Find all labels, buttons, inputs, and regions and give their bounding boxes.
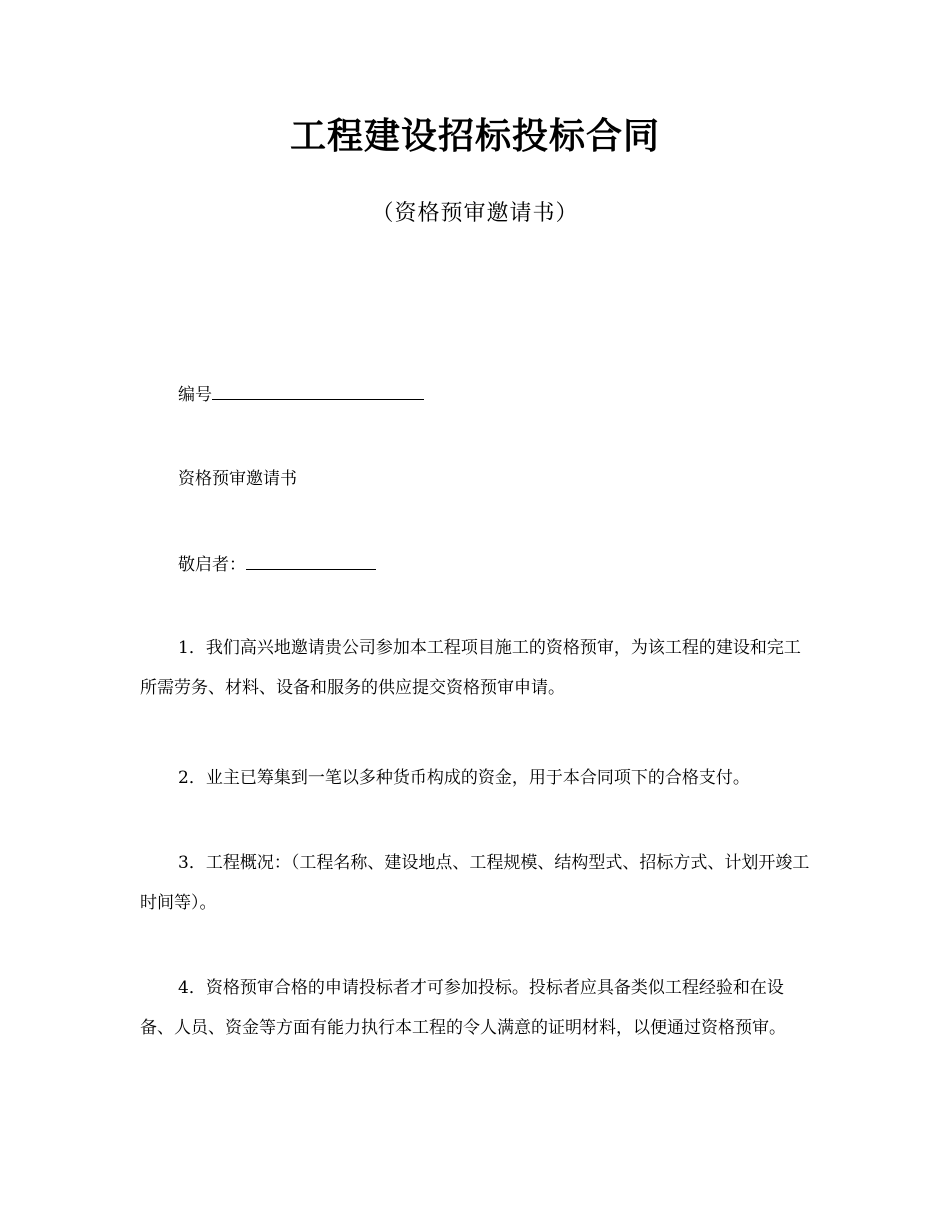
paragraph-2: 2．业主已筹集到一笔以多种货币构成的资金，用于本合同项下的合格支付。: [178, 768, 750, 788]
number-field: [178, 379, 424, 410]
paragraph-3: 3．工程概况：（工程名称、建设地点、工程规模、结构型式、招标方式、计划开竣工时间等）。: [140, 853, 810, 913]
number-blank: [212, 379, 424, 400]
document-heading: 资格预审邀请书: [178, 469, 297, 489]
document-subtitle: （资格预审邀请书）: [371, 201, 579, 226]
paragraph-1: 1．我们高兴地邀请贵公司参加本工程项目施工的资格预审，为该工程的建设和完工所需劳务、材料、设备和服务的供应提交资格预审申请。: [140, 638, 801, 698]
salutation-blank: [246, 549, 376, 570]
paragraph-4: 4．资格预审合格的申请投标者才可参加投标。投标者应具备类似工程经验和在设备、人员、资金等方面有能力执行本工程的令人满意的证明材料，以便通过资格预审。: [140, 978, 786, 1038]
salutation-label: 敬启者：: [178, 555, 246, 575]
document-title: 工程建设招标投标合同: [289, 116, 660, 157]
salutation-field: [178, 549, 376, 580]
number-label: 编号: [178, 385, 212, 405]
